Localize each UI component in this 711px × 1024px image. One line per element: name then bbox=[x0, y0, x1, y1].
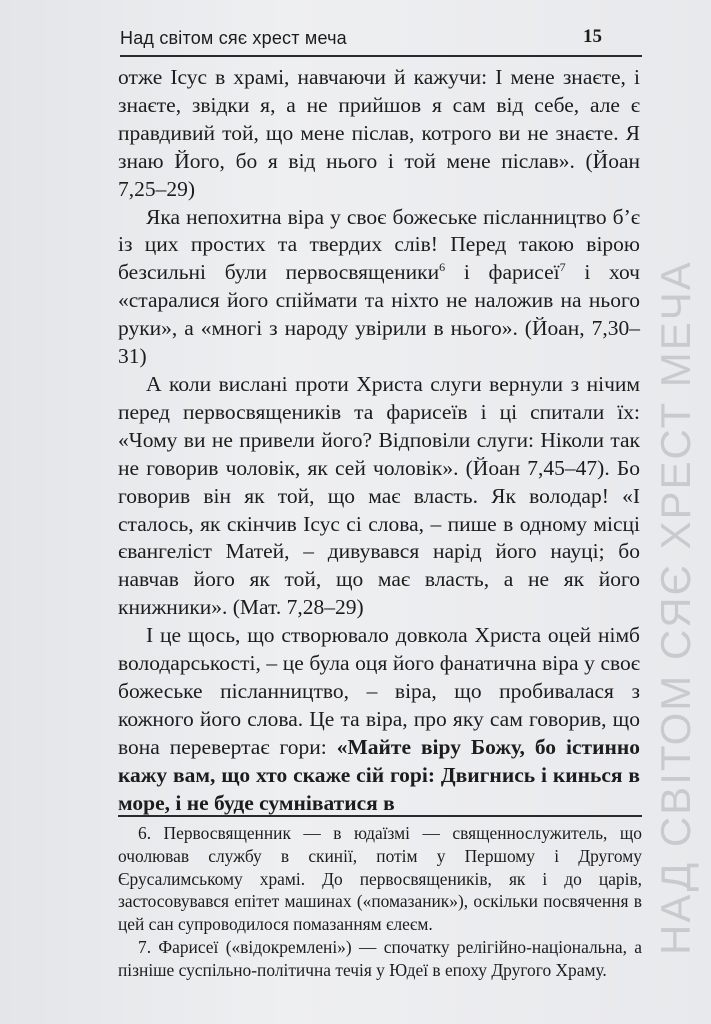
running-title: Над світом сяє хрест меча bbox=[120, 28, 347, 48]
paragraph-3: А коли вислані проти Христа слуги вернули з нічим перед первосвящеників та фарисеїв і ці спитали їх: «Чому ви не привели його? Відповіли слуги: Ніколи так не говорив чоловік, як сей чоловік». (Йоан 7,45–47). Бо говорив він як той, що має власть. Як володар! «І сталось, як скінчив Ісус сі слова, – пише в одному місці євангеліст Матей, – дивувався нарід його науці; бо навчав його як той, що має власть, а не як його книжники». (Мат. 7,28–29) bbox=[118, 371, 640, 620]
paragraph-4 bbox=[118, 622, 640, 817]
footnote-6: 6. Первосвященник — в юдаїзмі — священнослужитель, що очолював службу в скинії, потім у Першому і Другому Єрусалимському храмі. До первосвящеників, як і до царів, застосовувався епітет машинах («помазаник»), оскільки посвячення в цей сан супроводилося помазанням єлеєм. bbox=[118, 823, 642, 935]
paragraph-4-bold-quote: «Майте віру Божу, бо істинно кажу вам, що хто скаже сій горі: Двигнись і кинься в море, і не буде сумніватися в bbox=[118, 734, 640, 815]
paragraph-2-part-a: Яка непохитна віра у своє божеське післанництво б’є із цих простих та твердих слів! Перед такою вірою безсильні були первосвященики bbox=[118, 204, 640, 285]
main-text bbox=[118, 64, 640, 817]
paragraph-2-part-b: і фарисеї bbox=[445, 260, 560, 285]
footnote-rule bbox=[118, 815, 642, 817]
paragraph-4-text: І це щось, що створювало довкола Христа оцей німб володарськості, – це була оця його фанатична віра у своє божеське післанництво, – віра, що пробивалася з кожного його слова. Це та віра, про яку сам говорив, що вона перевертає гори: bbox=[118, 623, 640, 759]
footnotes bbox=[118, 822, 642, 982]
header-rule bbox=[120, 55, 642, 57]
page-number: 15 bbox=[583, 26, 602, 47]
page-header bbox=[120, 26, 640, 56]
paragraph-2 bbox=[118, 204, 640, 371]
footnote-ref-7: 7 bbox=[559, 260, 566, 275]
paragraph-2-part-c: і хоч «старалися його спіймати та ніхто не наложив на нього руки», а «многі з народу увірили в нього». (Йоан, 7,30–31) bbox=[118, 260, 640, 369]
vertical-side-title: НАД СВІТОМ СЯЄ ХРЕСТ МЕЧА bbox=[652, 260, 699, 955]
footnote-7: 7. Фарисеї («відокремлені») — спочатку релігійно-національна, а пізніше суспільно-політична течія у Юдеї в епоху Другого Храму. bbox=[118, 936, 642, 980]
paragraph-1: отже Ісус в храмі, навчаючи й кажучи: І мене знаєте, і знаєте, звідки я, а не прийшов я сам від себе, але є правдивий той, що мене післав, котрого ви не знаєте. Я знаю Його, бо я від нього і той мене післав». (Йоан 7,25–29) bbox=[118, 65, 640, 201]
footnote-ref-6: 6 bbox=[439, 260, 446, 275]
